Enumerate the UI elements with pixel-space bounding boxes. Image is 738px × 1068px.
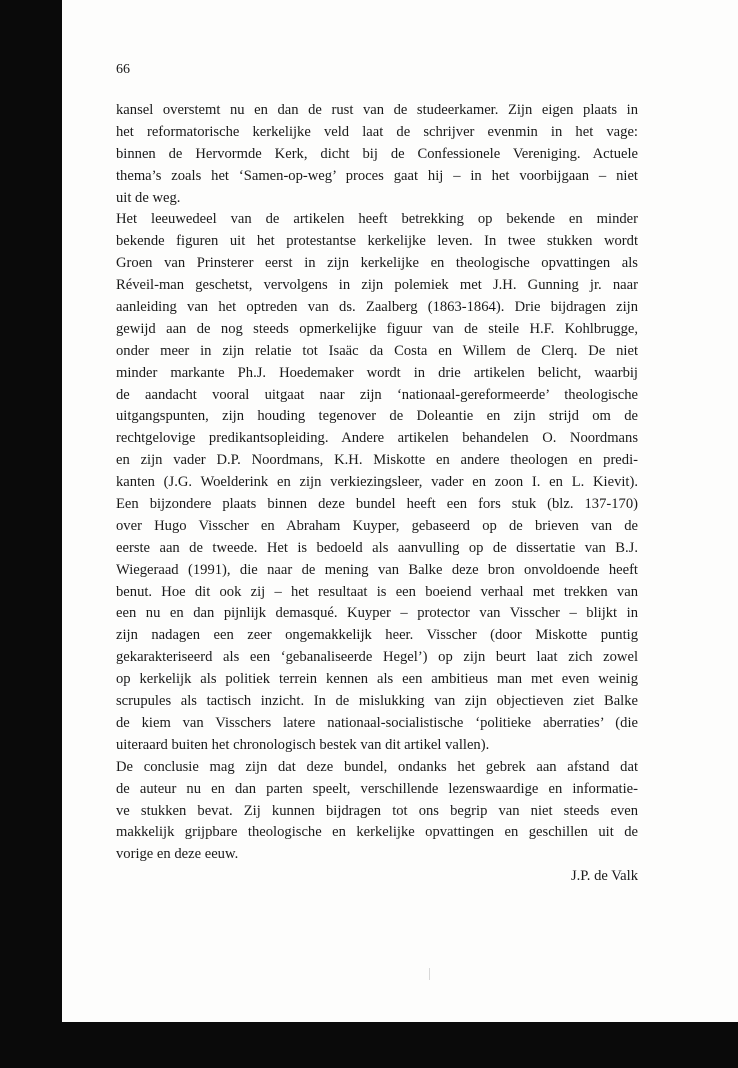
text-line: bekende figuren uit het protestantse kerkelijke leven. In twee stukken wordt [116,233,638,250]
text-line: gewijd aan de nog steeds opmerkelijke figuur van de steile H.F. Kohlbrugge, [116,320,638,337]
text-line: de auteur nu en dan parten speelt, verschillende lezenswaardige en informatie- [116,780,638,797]
text-line: aanleiding van het optreden van ds. Zaalberg (1863-1864). Drie bijdragen zijn [116,299,638,316]
text-line: Wiegeraad (1991), die naar de mening van Balke deze bron onvoldoende heeft [116,561,638,578]
text-line: kansel overstemt nu en dan de rust van de studeerkamer. Zijn eigen plaats in [116,102,638,118]
text-line: Het leeuwedeel van de artikelen heeft betrekking op bekende en minder [116,211,638,228]
text-line: en zijn vader D.P. Noordmans, K.H. Miskotte en andere theologen en predi- [116,452,638,469]
text-line: uit de weg. [116,189,181,206]
text-line: ve stukken bevat. Zij kunnen bijdragen tot ons begrip van niet steeds even [116,802,638,819]
page-number: 66 [116,62,130,77]
scan-speck [429,968,430,980]
text-line: binnen de Hervormde Kerk, dicht bij de Confessionele Vereniging. Actuele [116,145,638,162]
scan-border-left [0,0,62,1068]
text-line: de aandacht vooral uitgaat naar zijn ‘nationaal-gereformeerde’ theologische [116,386,638,403]
paragraph [116,757,638,866]
text-line: Groen van Prinsterer eerst in zijn kerkelijke en theologische opvattingen als [116,255,638,272]
text-line: De conclusie mag zijn dat deze bundel, ondanks het gebrek aan afstand dat [116,758,638,775]
text-line: makkelijk grijpbare theologische en kerkelijke opvattingen en geschillen uit de [116,824,638,841]
text-line: uiteraard buiten het chronologisch bestek van dit artikel vallen). [116,736,490,753]
text-line: minder markante Ph.J. Hoedemaker wordt in drie artikelen belicht, waarbij [116,364,638,381]
scan-border-bottom [0,1022,738,1068]
text-line: thema’s zoals het ‘Samen-op-weg’ proces gaat hij – in het voorbijgaan – niet [116,167,638,184]
signature: J.P. de Valk [570,868,638,885]
text-line: kanten (J.G. Woelderink en zijn verkiezingsleer, vader en zoon I. en L. Kievit). [116,474,638,491]
text-line: benut. Hoe dit ook zij – het resultaat is een boeiend verhaal met trekken van [116,583,638,600]
body-text [116,100,638,888]
text-line: scrupules als tactisch inzicht. In de mislukking van zijn objectieven ziet Balke [116,693,638,710]
text-line: uitgangspunten, zijn houding tegenover de Doleantie en zijn strijd om de [116,408,638,425]
text-line: de kiem van Visschers latere nationaal-socialistische ‘politieke aberraties’ (die [116,714,638,731]
text-line: Een bijzondere plaats binnen deze bundel heeft een fors stuk (blz. 137-170) [116,496,638,513]
text-line: vorige en deze eeuw. [116,846,239,863]
text-line: onder meer in zijn relatie tot Isaäc da Costa en Willem de Clerq. De niet [116,342,638,359]
text-line: over Hugo Visscher en Abraham Kuyper, gebaseerd op de brieven van de [116,517,638,534]
text-line: een nu en dan pijnlijk demasqué. Kuyper – protector van Visscher – blijkt in [116,605,638,622]
text-line: rechtgelovige predikantsopleiding. Andere artikelen behandelen O. Noordmans [116,430,638,447]
text-line: zijn nadagen een zeer ongemakkelijk heer. Visscher (door Miskotte puntig [116,627,638,644]
text-line: het reformatorische kerkelijke veld laat de schrijver evenmin in het vage: [116,123,638,140]
paragraph [116,100,638,209]
text-line: Réveil-man geschetst, vervolgens in zijn polemiek met J.H. Gunning jr. naar [116,277,638,294]
text-line: op kerkelijk als politiek terrein kennen als een ambitieus man met even weinig [116,671,638,688]
paragraph [116,209,638,756]
text-line: eerste aan de tweede. Het is bedoeld als aanvulling op de dissertatie van B.J. [116,539,638,556]
text-line: gekarakteriseerd als een ‘gebanaliseerde Hegel’) op zijn beurt laat zich zowel [116,649,638,666]
